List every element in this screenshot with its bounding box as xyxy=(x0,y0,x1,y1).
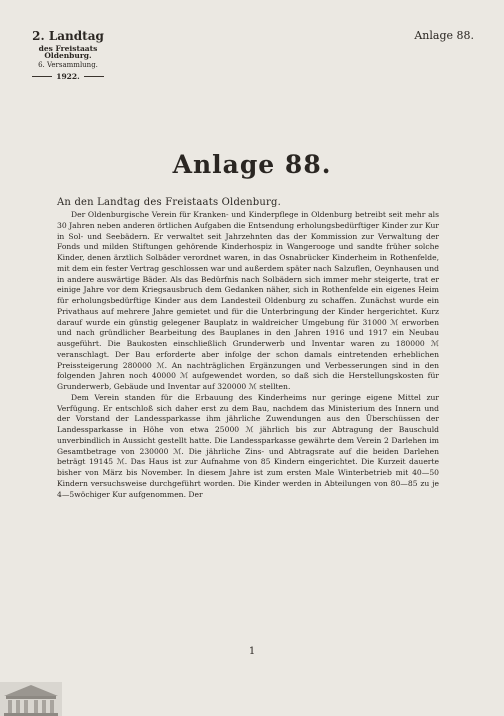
library-building-logo xyxy=(0,682,62,716)
year-rule-left xyxy=(32,76,52,77)
page-number: 1 xyxy=(248,646,256,657)
header-landtag-title: 2. Landtag xyxy=(32,29,104,43)
year-rule-right xyxy=(84,76,104,77)
document-address: An den Landtag des Freistaats Oldenburg. xyxy=(57,197,282,208)
header-left-block xyxy=(22,30,114,81)
header-anlage-label: Anlage 88. xyxy=(414,29,474,42)
body-paragraph-2: Dem Verein standen für die Erbauung des Kinderheims nur geringe eigene Mittel zur Verfügung. Er entschloß sich daher erst zu dem Bau, nachdem das Ministerium des Innern und der Vorstand der Landessparkasse ihm jährliche Zuwendungen aus den Überschüssen der Landessparkasse in Höhe von etwa 25000 ℳ jährlich bis zur Abtragung der Bauschuld unverbindlich in Aussicht gestellt hatte. Die Landessparkasse gewährte dem Verein 2 Darlehen im Gesamtbetrage von 230000 ℳ. Die jährliche Zins- und Abtragsrate auf die beiden Darlehen beträgt 19145 ℳ. Das Haus ist zur Aufnahme von 85 Kindern eingerichtet. Die Kurzeit dauerte bisher von März bis November. In diesem Jahre ist zum ersten Male Winterbetrieb mit 40—50 Kindern versuchsweise durchgeführt worden. Die Kinder werden in Abteilungen von 80—85 zu je 4—5wöchiger Kur aufgenommen. Der xyxy=(57,392,439,499)
header-session: 6. Versammlung. xyxy=(38,61,98,70)
document-title: Anlage 88. xyxy=(172,150,332,179)
header-freistaat-subtitle: des Freistaats Oldenburg. xyxy=(38,43,98,61)
header-year-row xyxy=(22,73,114,81)
document-body xyxy=(57,210,439,500)
body-paragraph-1: Der Oldenburgische Verein für Kranken- und Kinderpflege in Oldenburg betreibt seit mehr als 30 Jahren neben anderen örtlichen Aufgaben die Entsendung erholungsbedürftiger Kinder zur Kur in Sol- und Seebädern. Er verwaltet seit Jahrzehnten das der Kommission zur Verwaltung der Fonds und milden Stiftungen gehörende Kinderhospiz in Wangerooge und sandte früher solche Kinder, denen ärztlich Solbäder verordnet waren, in das Osnabrücker Kinderheim in Rothenfelde, mit dem ein fester Vertrag geschlossen war und außerdem später nach Salzuflen, Oeynhausen und in andere auswärtige Bäder. Als das Bedürfnis nach Solbädern sich immer mehr steigerte, trat er einige Jahre vor dem Kriegsausbruch dem Gedanken näher, sich in Rothenfelde ein eigenes Heim für erholungsbedürftige Kinder aus dem Landesteil Oldenburg zu schaffen. Zunächst wurde ein Privathaus auf mehrere Jahre gemietet und für die Unterbringung der Kinder hergerichtet. Kurz darauf wurde ein günstig gelegener Bauplatz in waldreicher Umgebung für 31000 ℳ erworben und nach gründlicher Bearbeitung des Bauplanes in den Jahren 1916 und 1917 ein Neubau ausgeführt. Die Baukosten einschließlich Grunderwerb und Inventar waren zu 180000 ℳ veranschlagt. Der Bau erforderte aber infolge der schon damals eintretenden erheblichen Preissteigerung 280000 ℳ. An nachträglichen Ergänzungen und Verbesserungen sind in den folgenden Jahren noch 40000 ℳ aufgewendet worden, so daß sich die Herstellungskosten für Grunderwerb, Gebäude und Inventar auf 320000 ℳ stellten. xyxy=(57,210,439,391)
header-year: 1922. xyxy=(56,71,80,81)
